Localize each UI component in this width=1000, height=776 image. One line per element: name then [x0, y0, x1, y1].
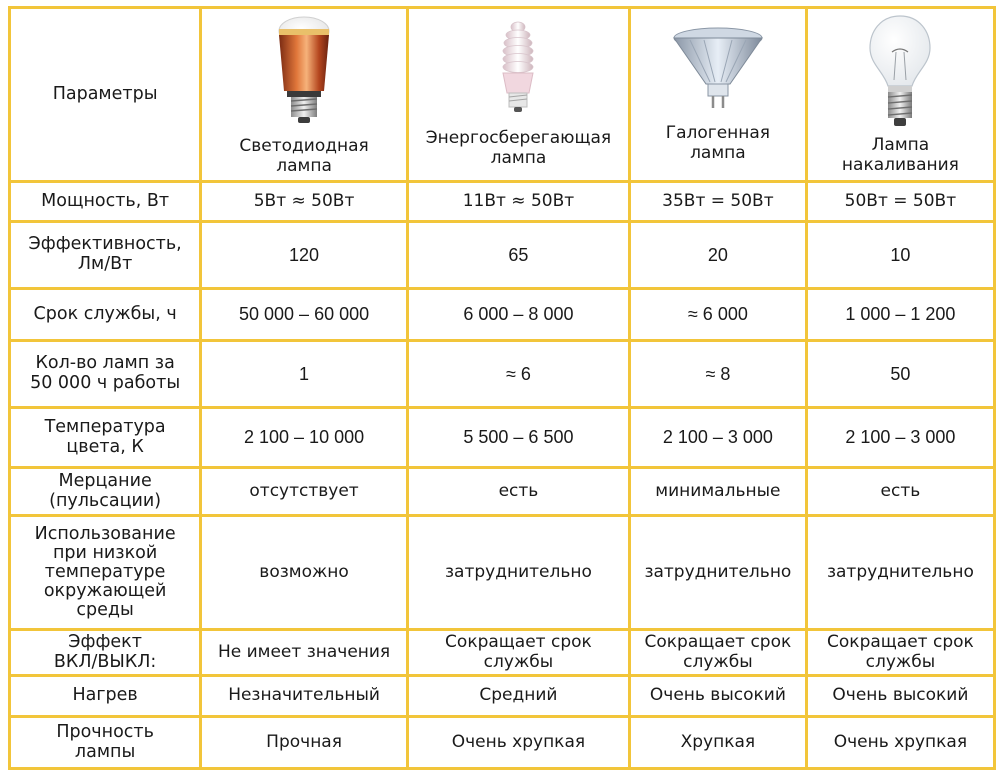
- row-param-lamp-count: [10, 341, 201, 408]
- cell-text-line: службы: [865, 651, 936, 672]
- table-row: [10, 468, 995, 516]
- cell-efficiency-halogen: 20: [629, 222, 806, 289]
- incandescent-bulb-icon: [868, 14, 932, 132]
- cell-count-led: 1: [201, 341, 408, 408]
- table-row: [10, 516, 995, 630]
- cell-lifetime-incandescent: 1 000 – 1 200: [806, 289, 994, 341]
- table-row: [10, 222, 995, 289]
- table-row: [10, 182, 995, 222]
- lamp-name-halogen-line2: лампа: [690, 142, 746, 163]
- cell-onoff-led: Не имеет значения: [201, 630, 408, 676]
- header-row: [10, 8, 995, 182]
- param-line: цвета, К: [66, 436, 144, 457]
- cell-heat-led: Незначительный: [201, 676, 408, 717]
- cell-durability-cfl: Очень хрупкая: [407, 717, 629, 769]
- cell-efficiency-cfl: 65: [407, 222, 629, 289]
- comparison-table-wrapper: [8, 6, 996, 770]
- row-param-durability: [10, 717, 201, 769]
- table-row: [10, 717, 995, 769]
- lamp-name-incandescent-line2: накаливания: [841, 154, 959, 175]
- param-line: температуре: [44, 562, 166, 583]
- param-line: (пульсации): [49, 490, 162, 511]
- lamp-name-incandescent-line1: Лампа: [871, 135, 930, 156]
- param-line: Кол-во ламп за: [35, 353, 175, 374]
- param-line: Мерцание: [58, 470, 152, 491]
- cell-power-led: 5Вт ≈ 50Вт: [201, 182, 408, 222]
- param-line: Эффективность,: [28, 234, 182, 255]
- param-header-cell: [10, 8, 201, 182]
- cell-durability-halogen: Хрупкая: [629, 717, 806, 769]
- cell-durability-incandescent: Очень хрупкая: [806, 717, 994, 769]
- lamp-name-cfl-line1: Энергосберегающая: [425, 128, 612, 149]
- param-line: Температура: [44, 416, 166, 437]
- param-line: Эффект: [68, 631, 142, 652]
- row-param-flicker: [10, 468, 201, 516]
- cell-count-incandescent: 50: [806, 341, 994, 408]
- param-line: 50 000 ч работы: [30, 373, 181, 393]
- cell-count-halogen: ≈ 8: [629, 341, 806, 408]
- lamp-name-led-line1: Светодиодная: [239, 136, 369, 157]
- param-line: Срок службы, ч: [33, 303, 177, 324]
- cell-flicker-cfl: есть: [407, 468, 629, 516]
- lamp-name-halogen-line1: Галогенная: [665, 123, 771, 144]
- param-line: Нагрев: [72, 685, 138, 706]
- cell-onoff-halogen: [629, 630, 806, 676]
- cell-heat-halogen: Очень высокий: [629, 676, 806, 717]
- cell-lifetime-cfl: 6 000 – 8 000: [407, 289, 629, 341]
- cell-lowtemp-led: возможно: [201, 516, 408, 630]
- cell-text-line: Сокращает срок: [644, 632, 792, 653]
- cfl-bulb-icon: [495, 21, 541, 117]
- lamp-header-cfl: [407, 8, 629, 182]
- param-line: Лм/Вт: [77, 254, 133, 274]
- cell-onoff-incandescent: [806, 630, 994, 676]
- row-param-lifetime: [10, 289, 201, 341]
- cell-text-line: Сокращает срок: [445, 632, 592, 653]
- cell-heat-cfl: Средний: [407, 676, 629, 717]
- cell-text-line: службы: [483, 651, 554, 672]
- halogen-bulb-icon: [670, 26, 766, 110]
- cell-power-incandescent: 50Вт = 50Вт: [806, 182, 994, 222]
- param-header-label: Параметры: [52, 83, 158, 104]
- cell-onoff-cfl: [407, 630, 629, 676]
- table-row: [10, 630, 995, 676]
- param-line: среды: [76, 599, 134, 620]
- lamp-header-incandescent: [806, 8, 994, 182]
- lamp-header-led: [201, 8, 408, 182]
- cell-count-cfl: ≈ 6: [407, 341, 629, 408]
- param-line: лампы: [74, 741, 136, 762]
- row-param-color-temp: [10, 408, 201, 468]
- led-bulb-icon: [269, 13, 339, 125]
- cell-power-cfl: 11Вт ≈ 50Вт: [407, 182, 629, 222]
- cell-temp-cfl: 5 500 – 6 500: [407, 408, 629, 468]
- row-param-heating: [10, 676, 201, 717]
- table-row: [10, 408, 995, 468]
- lamp-name-led-line2: лампа: [276, 155, 332, 176]
- row-param-power: [10, 182, 201, 222]
- table-row: [10, 676, 995, 717]
- cell-text-line: службы: [683, 651, 753, 672]
- cell-efficiency-led: 120: [201, 222, 408, 289]
- cell-lowtemp-halogen: затруднительно: [629, 516, 806, 630]
- row-param-low-temp-use: [10, 516, 201, 630]
- cell-efficiency-incandescent: 10: [806, 222, 994, 289]
- cell-durability-led: Прочная: [201, 717, 408, 769]
- cell-power-halogen: 35Вт = 50Вт: [629, 182, 806, 222]
- cell-flicker-led: отсутствует: [201, 468, 408, 516]
- cell-heat-incandescent: Очень высокий: [806, 676, 994, 717]
- cell-lifetime-led: 50 000 – 60 000: [201, 289, 408, 341]
- cell-flicker-halogen: минимальные: [629, 468, 806, 516]
- param-line: при низкой: [52, 543, 158, 564]
- param-line: Использование: [34, 524, 176, 545]
- cell-lifetime-halogen: ≈ 6 000: [629, 289, 806, 341]
- cell-lowtemp-cfl: затруднительно: [407, 516, 629, 630]
- row-param-efficiency: [10, 222, 201, 289]
- param-line: Мощность, Вт: [41, 190, 170, 211]
- lamp-header-halogen: [629, 8, 806, 182]
- row-param-on-off: [10, 630, 201, 676]
- lamp-comparison-table: [8, 6, 996, 770]
- param-line: Прочность: [56, 721, 154, 742]
- lamp-name-cfl-line2: лампа: [490, 147, 547, 168]
- table-row: [10, 341, 995, 408]
- cell-temp-incandescent: 2 100 – 3 000: [806, 408, 994, 468]
- param-line: окружающей: [43, 580, 167, 601]
- cell-flicker-incandescent: есть: [806, 468, 994, 516]
- cell-text-line: Сокращает срок: [827, 632, 974, 653]
- cell-temp-halogen: 2 100 – 3 000: [629, 408, 806, 468]
- param-line: ВКЛ/ВЫКЛ:: [53, 651, 157, 672]
- cell-temp-led: 2 100 – 10 000: [201, 408, 408, 468]
- table-row: [10, 289, 995, 341]
- cell-lowtemp-incandescent: затруднительно: [806, 516, 994, 630]
